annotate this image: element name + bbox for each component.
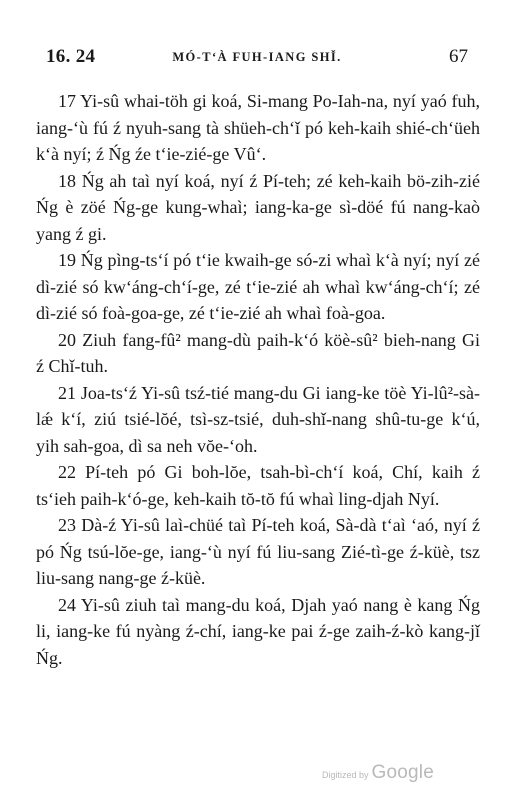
verse-20: 20 Ziuh fang-fû² mang-dù paih-k‘ó köè-sû² bieh-nang Gi ź Chǐ-tuh. [36, 329, 480, 376]
chapter-reference: 16. 24 [46, 46, 96, 67]
verse-17: 17 Yi-sû whai-töh gi koá, Si-mang Po-Iah-na, nyí yaó fuh, iang-‘ù fú ź nyuh-sang tà shüeh-ch‘ǐ pó keh-kaih shié-ch‘üeh k‘à nyí; ź Ńg źe t‘ie-zié-ge Vû‘. [36, 91, 480, 164]
verse-18: 18 Ńg ah taì nyí koá, nyí ź Pí-teh; zé keh-kaih bö-zih-zié Ńg è zöé Ńg-ge kung-whaì; iang-ka-ge sì-döé fú nang-kaò yang ź gi. [36, 170, 480, 244]
running-title: MÓ-T‘À FUH-IANG SHǏ. [172, 50, 342, 64]
page-number: 67 [449, 46, 468, 67]
watermark-prefix: Digitized by [322, 770, 369, 780]
google-logo: Google [371, 762, 434, 783]
verse-22: 22 Pí-teh pó Gi boh-lŏe, tsah-bì-ch‘í koá, Chí, kaih ź ts‘ieh paih-k‘ó-ge, keh-kaih tŏ-tŏ fú whaì ling-djah Nyí. [36, 462, 480, 509]
verse-text-block [36, 88, 480, 671]
running-head [46, 46, 468, 70]
verse-23: 23 Dà-ź Yi-sû laì-chüé taì Pí-teh koá, Sà-dà t‘aì ‘aó, nyí ź pó Ńg tsú-lŏe-ge, iang-‘ù nyí fú liu-sang Zié-tì-ge ź-küè, tsz liu-sang nang-ge ź-küè. [36, 515, 480, 588]
verse-19: 19 Ńg pìng-ts‘í pó t‘ie kwaih-ge só-zi whaì k‘à nyí; nyí zé dì-zié só kw‘áng-ch‘í-ge, zé t‘ie-zié ah whaì kw‘áng-ch‘í; zé dì-zié só foà-goa-ge, zé t‘ie-zié ah whaì foà-goa. [36, 250, 480, 323]
verse-21: 21 Joa-ts‘ź Yi-sû tsź-tié mang-du Gi iang-ke töè Yi-lû²-sà-lǽ k‘í, ziú tsié-lŏé, tsì-sz-tsié, duh-shǐ-nang shû-tu-ge k‘ú, yih sah-goa, dì sa neh vŏe-‘oh. [36, 382, 480, 456]
digitized-watermark [322, 762, 434, 784]
verse-24: 24 Yi-sû ziuh taì mang-du koá, Djah yaó nang è kang Ńg li, iang-ke fú nyàng ź-chí, iang-ke pai ź-ge zaih-ź-kò kang-jǐ Ńg. [36, 594, 480, 668]
